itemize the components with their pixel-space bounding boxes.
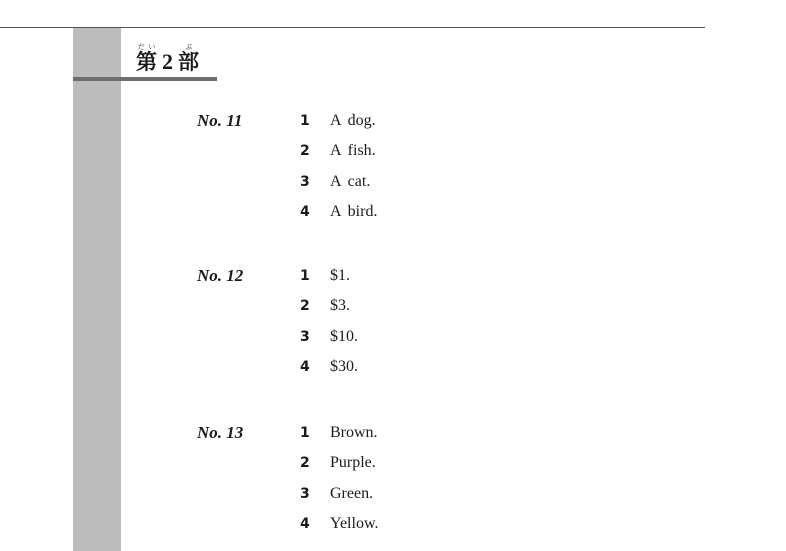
choice-number: 3 bbox=[300, 329, 310, 345]
title-underline bbox=[73, 77, 217, 81]
part-char-bu: 部ぶ bbox=[178, 43, 199, 74]
choice-4 bbox=[300, 202, 377, 222]
choice-number: 2 bbox=[300, 143, 310, 159]
choice-number: 1 bbox=[300, 113, 310, 129]
choice-text: $3. bbox=[330, 297, 350, 314]
choice-4 bbox=[300, 514, 378, 534]
question-number: No. 11 bbox=[197, 111, 243, 130]
choice-1 bbox=[300, 423, 378, 443]
choice-number: 2 bbox=[300, 298, 310, 314]
choice-text: Brown. bbox=[330, 424, 378, 441]
choice-3 bbox=[300, 327, 358, 347]
choice-number: 4 bbox=[300, 516, 310, 532]
choice-2 bbox=[300, 141, 376, 161]
choice-1 bbox=[300, 111, 376, 131]
choice-number: 4 bbox=[300, 359, 310, 375]
choice-text: $10. bbox=[330, 328, 358, 345]
choice-number: 1 bbox=[300, 268, 310, 284]
choice-text: Green. bbox=[330, 485, 374, 502]
part-ruby-dai: だい bbox=[136, 43, 157, 51]
choice-2 bbox=[300, 296, 350, 316]
choice-text: Purple. bbox=[330, 454, 376, 471]
choice-text: Yellow. bbox=[330, 515, 379, 532]
choice-3 bbox=[300, 172, 370, 192]
choice-text: $1. bbox=[330, 267, 350, 284]
choice-3 bbox=[300, 484, 373, 504]
choice-text: A bird. bbox=[330, 203, 378, 220]
part-title bbox=[136, 42, 199, 76]
choice-text: A dog. bbox=[330, 112, 376, 129]
part-number: 2 bbox=[162, 49, 173, 74]
part-ruby-bu: ぶ bbox=[178, 43, 199, 51]
question-number: No. 12 bbox=[197, 266, 244, 285]
choice-number: 1 bbox=[300, 425, 310, 441]
choice-number: 3 bbox=[300, 174, 310, 190]
choice-number: 4 bbox=[300, 204, 310, 220]
choice-number: 3 bbox=[300, 486, 310, 502]
choice-text: A cat. bbox=[330, 173, 371, 190]
choice-text: $30. bbox=[330, 358, 358, 375]
choice-number: 2 bbox=[300, 455, 310, 471]
choice-1 bbox=[300, 266, 350, 286]
part-char-dai: 第だい bbox=[136, 43, 157, 74]
question-number: No. 13 bbox=[197, 423, 244, 442]
side-bar bbox=[73, 28, 121, 551]
choice-4 bbox=[300, 357, 358, 377]
choice-2 bbox=[300, 453, 376, 473]
choice-text: A fish. bbox=[330, 142, 376, 159]
